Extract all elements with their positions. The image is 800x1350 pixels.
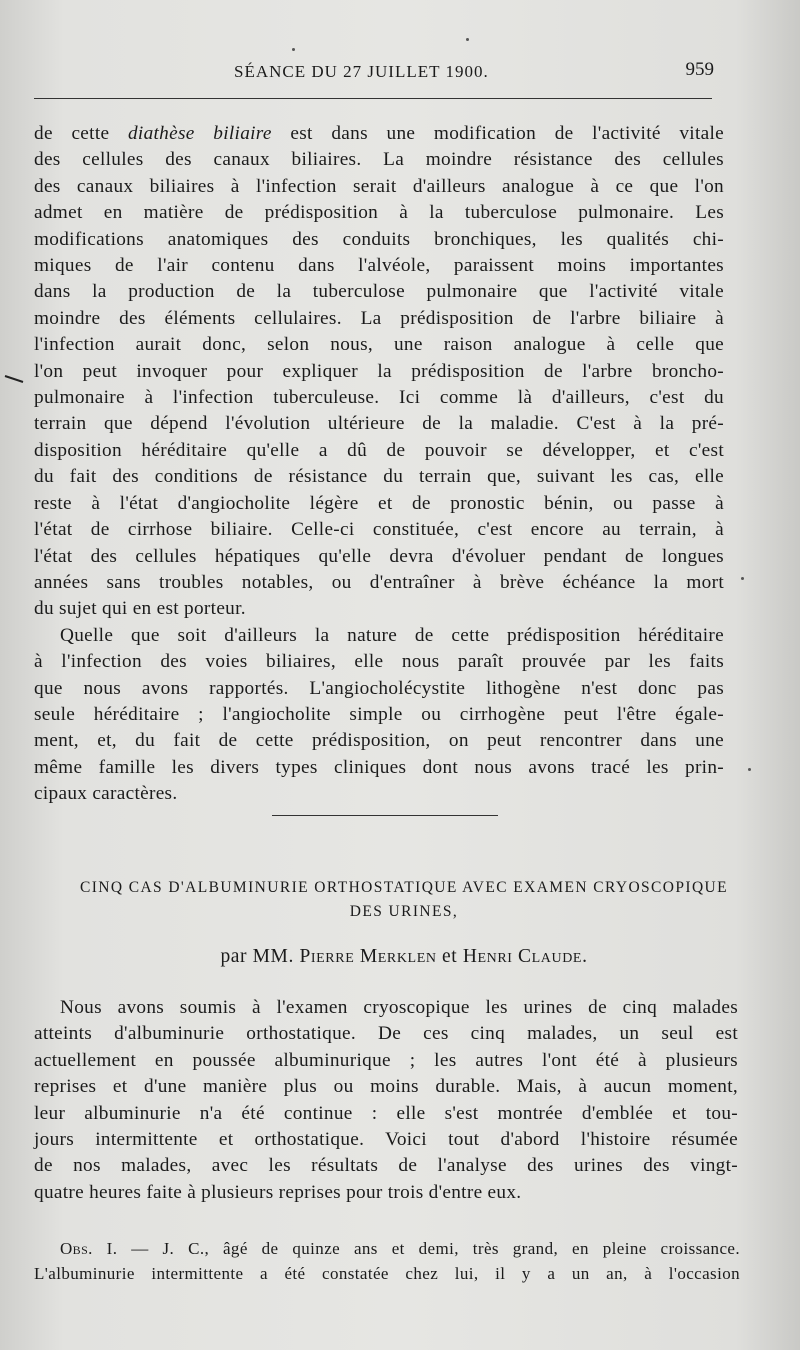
section-divider — [272, 815, 498, 816]
text-line: à l'infection des voies biliaires, elle nous paraît prouvée par les faits — [34, 651, 724, 673]
text-span: est dans une modification de l'activité vitale — [271, 123, 724, 144]
text-line: dans la production de la tuberculose pulmonaire que l'activité vitale — [34, 281, 724, 303]
header-rule — [34, 98, 712, 99]
text-line: jours intermittente et orthostatique. Voici tout d'abord l'histoire résumée — [34, 1129, 738, 1151]
running-head — [34, 59, 714, 92]
text-line: reste à l'état d'angiocholite légère et de pronostic bénin, ou passe à — [34, 492, 724, 514]
text-span: — J. C., âgé de quinze ans et demi, très grand, en pleine croissance. — [117, 1239, 740, 1258]
authors-joiner: et — [436, 946, 463, 967]
text-line: reprises et d'une manière plus ou moins durable. Mais, à aucun moment, — [34, 1076, 738, 1098]
article-authors — [34, 946, 774, 968]
margin-mark-icon — [4, 368, 24, 376]
print-speck-4 — [748, 768, 751, 771]
text-line: que nous avons rapportés. L'angiocholécystite lithogène n'est donc pas — [34, 677, 724, 699]
running-title: SÉANCE DU 27 JUILLET 1900. — [234, 62, 489, 81]
text-line: moindre des éléments cellulaires. La prédisposition de l'arbre biliaire à — [34, 307, 724, 329]
authors-suffix: . — [582, 946, 588, 967]
text-line — [34, 1236, 740, 1261]
text-line: l'état de cirrhose biliaire. Celle-ci constituée, c'est encore au terrain, à — [34, 519, 724, 541]
article-body — [34, 995, 738, 1206]
text-line: Quelle que soit d'ailleurs la nature de cette prédisposition héréditaire — [60, 624, 724, 646]
text-line: L'albuminurie intermittente a été constatée chez lui, il y a un an, à l'occasion — [34, 1264, 740, 1283]
text-line: terrain que dépend l'évolution ultérieure de la maladie. C'est à la pré- — [34, 413, 724, 435]
author-name: Pierre Merklen — [299, 946, 437, 967]
text-line: seule héréditaire ; l'angiocholite simple ou cirrhogène peut l'être égale- — [34, 703, 724, 725]
article-title — [34, 876, 774, 924]
article-title-line: DES URINES, — [349, 903, 459, 920]
italic-term: diathèse biliaire — [127, 123, 272, 144]
text-line: atteints d'albuminurie orthostatique. De ces cinq malades, un seul est — [34, 1023, 738, 1045]
text-line: modifications anatomiques des conduits bronchiques, les qualités chi- — [34, 228, 724, 250]
text-line: l'infection aurait donc, selon nous, une raison analogue à celle que — [34, 334, 724, 356]
text-line: même famille les divers types cliniques dont nous avons tracé les prin- — [34, 756, 724, 778]
text-line: disposition héréditaire qu'elle a dû de pouvoir se développer, et c'est — [34, 439, 724, 461]
observation-label: Obs. I. — [60, 1239, 118, 1258]
paragraph-1 — [34, 121, 724, 623]
paragraph-2 — [34, 623, 724, 808]
observation-paragraph — [34, 1236, 740, 1286]
text-line: pulmonaire à l'infection tuberculeuse. Ici comme là d'ailleurs, c'est du — [34, 387, 724, 409]
page-number: 959 — [685, 59, 714, 80]
print-speck-2 — [466, 38, 469, 41]
text-span: de cette — [34, 123, 128, 144]
text-line: cipaux caractères. — [34, 783, 178, 805]
article-title-line: CINQ CAS D'ALBUMINURIE ORTHOSTATIQUE AVEC EXAMEN CRYOSCOPIQUE — [79, 879, 729, 896]
text-line: leur albuminurie n'a été continue : elle s'est montrée d'emblée et tou- — [34, 1102, 738, 1124]
text-line: de nos malades, avec les résultats de l'analyse des urines des vingt- — [34, 1155, 738, 1177]
body-text — [34, 121, 724, 808]
text-line: des canaux biliaires à l'infection serait d'ailleurs analogue à ce que l'on — [34, 175, 724, 197]
text-line — [34, 121, 724, 147]
text-line: l'état des cellules hépatiques qu'elle devra d'évoluer pendant de longues — [34, 545, 724, 567]
text-line: quatre heures faite à plusieurs reprises pour trois d'entre eux. — [34, 1181, 522, 1203]
text-line: du fait des conditions de résistance du terrain que, suivant les cas, elle — [34, 466, 724, 488]
text-line: années sans troubles notables, ou d'entraîner à brève échéance la mort — [34, 571, 724, 593]
text-line: miques de l'air contenu dans l'alvéole, paraissent moins importantes — [34, 255, 724, 277]
text-line: actuellement en poussée albuminurique ; les autres l'ont été à plusieurs — [34, 1049, 738, 1071]
authors-prefix: par MM. — [220, 946, 300, 967]
text-line: l'on peut invoquer pour expliquer la prédisposition de l'arbre broncho- — [34, 360, 724, 382]
print-speck-1 — [292, 48, 295, 51]
text-line: admet en matière de prédisposition à la tuberculose pulmonaire. Les — [34, 202, 724, 224]
text-line: des cellules des canaux biliaires. La moindre résistance des cellules — [34, 149, 724, 171]
text-line: Nous avons soumis à l'examen cryoscopique les urines de cinq malades — [60, 997, 738, 1018]
text-line: ment, et, du fait de cette prédisposition, on peut rencontrer dans une — [34, 730, 724, 752]
author-name: Henri Claude — [462, 946, 583, 967]
print-speck-3 — [741, 577, 744, 580]
text-line: du sujet qui en est porteur. — [34, 598, 246, 620]
